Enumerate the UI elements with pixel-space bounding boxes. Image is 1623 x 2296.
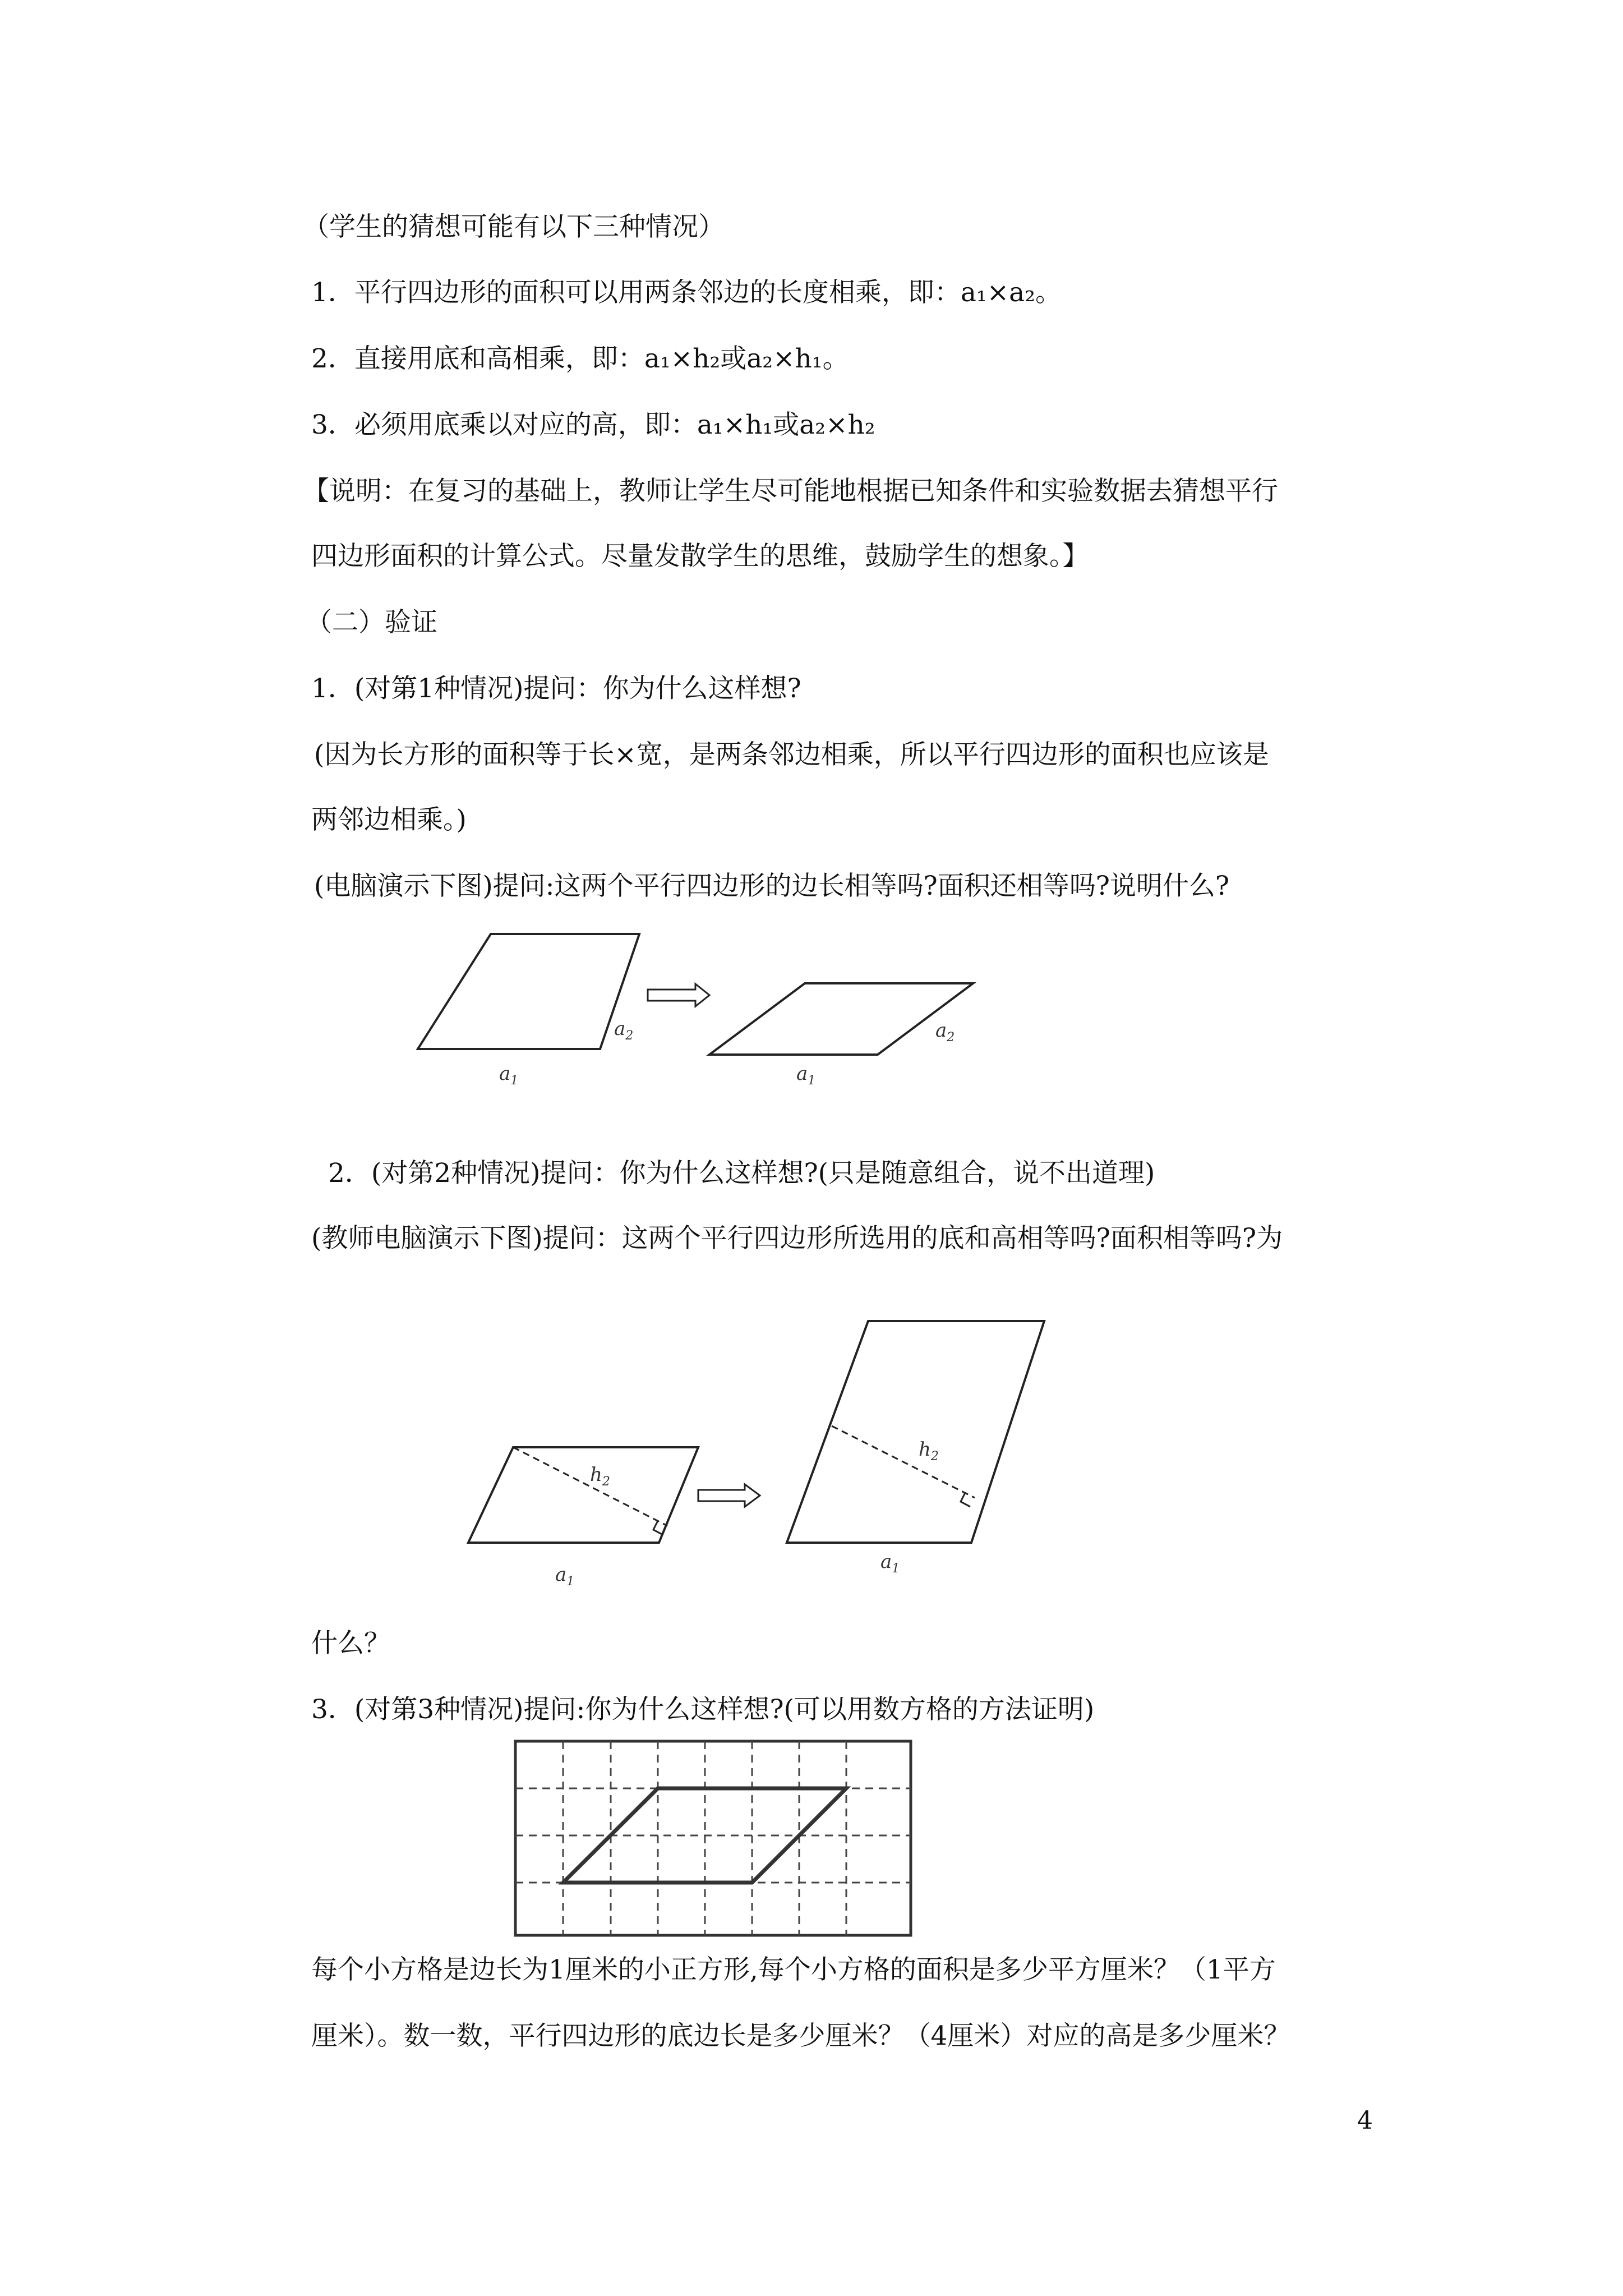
label-a2-left: $a_2$ — [614, 1018, 634, 1043]
answer-1-line-2: 两邻边相乘。) — [311, 804, 467, 835]
label-h2-left: $h_2$ — [590, 1464, 610, 1489]
page-number: 4 — [1357, 2106, 1373, 2135]
height-line-left — [513, 1447, 667, 1526]
label-a1-left: $a_1$ — [499, 1062, 519, 1088]
section-heading-verify: （二）验证 — [306, 607, 437, 638]
label-a1-left: $a_1$ — [555, 1563, 575, 1589]
parallelogram-original — [468, 1447, 698, 1543]
grid-text-line-2: 厘米）。数一数，平行四边形的底边长是多少厘米？（4厘米）对应的高是多少厘米？ — [311, 2021, 1290, 2051]
height-line-right — [832, 1426, 975, 1498]
question-2: 2．(对第2种情况)提问：你为什么这样想?(只是随意组合，说不出道理) — [328, 1158, 1155, 1189]
arrow-icon — [698, 1484, 760, 1507]
figure-parallelogram-height — [449, 1313, 1122, 1627]
right-angle-mark — [653, 1521, 663, 1535]
demo-1-text: (电脑演示下图)提问:这两个平行四边形的边长相等吗?面积还相等吗?说明什么? — [314, 871, 1230, 901]
guess-1: 1．平行四边形的面积可以用两条邻边的长度相乘，即：a₁×a₂。 — [311, 277, 1062, 308]
label-a2-right: $a_2$ — [935, 1019, 955, 1045]
answer-1-line-1: (因为长方形的面积等于长×宽，是两条邻边相乘，所以平行四边形的面积也应该是 — [314, 739, 1269, 770]
right-angle-mark — [961, 1493, 970, 1507]
figure-parallelogram-shear — [393, 920, 1009, 1088]
intro-text: （学生的猜想可能有以下三种情况） — [303, 211, 725, 242]
demo-2-text: (教师电脑演示下图)提问：这两个平行四边形所选用的底和高相等吗?面积相等吗?为 — [311, 1223, 1283, 1254]
question-3: 3．(对第3种情况)提问:你为什么这样想?(可以用数方格的方法证明) — [311, 1694, 1095, 1725]
question-1: 1．(对第1种情况)提问：你为什么这样想? — [311, 673, 801, 704]
demo-2-text-end: 什么？ — [311, 1628, 390, 1659]
arrow-icon — [648, 984, 709, 1006]
label-a1-right: $a_1$ — [880, 1550, 900, 1576]
parallelogram-original — [418, 934, 639, 1049]
figure-grid-parallelogram — [513, 1739, 917, 1941]
label-h2-right: $h_2$ — [919, 1438, 939, 1464]
parallelogram-stretched — [787, 1321, 1044, 1543]
label-a1-right: $a_1$ — [796, 1062, 816, 1088]
guess-3: 3．必须用底乘以对应的高，即：a₁×h₁或a₂×h₂ — [311, 409, 875, 440]
grid-text-line-1: 每个小方格是边长为1厘米的小正方形,每个小方格的面积是多少平方厘米？（1平方 — [311, 1954, 1276, 1985]
grid-lines — [515, 1741, 911, 1935]
note-line-1: 【说明：在复习的基础上，教师让学生尽可能地根据已知条件和实验数据去猜想平行 — [303, 476, 1278, 507]
note-line-2: 四边形面积的计算公式。尽量发散学生的思维，鼓励学生的想象。】 — [311, 541, 1089, 572]
grid-border — [515, 1741, 911, 1935]
parallelogram-sheared — [709, 983, 973, 1055]
guess-2: 2．直接用底和高相乘，即：a₁×h₂或a₂×h₁。 — [311, 343, 849, 374]
